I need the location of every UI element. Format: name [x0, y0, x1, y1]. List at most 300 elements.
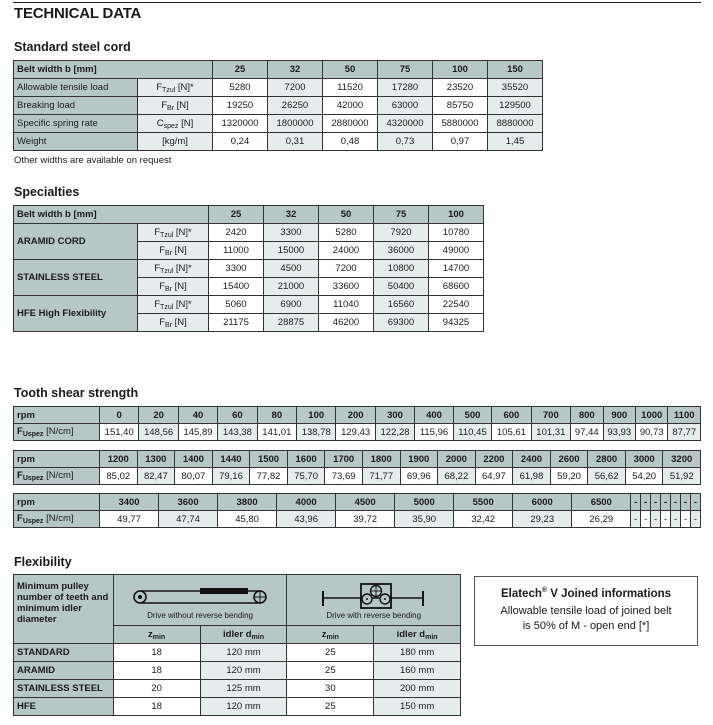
symbol-subscript: spez: [163, 122, 179, 130]
group-label: STAINLESS STEEL: [14, 260, 138, 296]
width-header: 50: [323, 61, 378, 79]
width-header: 25: [213, 61, 268, 79]
rpm-value: 80: [257, 407, 296, 424]
value-cell: 33600: [319, 278, 374, 296]
force-value: 141,01: [257, 424, 296, 441]
row-label: Specific spring rate: [14, 115, 138, 133]
force-value: 145,89: [178, 424, 217, 441]
force-value: -: [680, 511, 690, 528]
info-body: [475, 604, 697, 634]
z-min-header-2: [287, 626, 374, 644]
info-line-1: Allowable tensile load of joined belt: [500, 604, 672, 617]
force-value: 85,02: [100, 468, 138, 485]
rpm-value: 1700: [325, 451, 363, 468]
drive-with-reverse-cell: [287, 575, 461, 626]
value-cell: 15400: [209, 278, 264, 296]
value-cell: 7920: [374, 224, 429, 242]
value-cell: 69300: [374, 314, 429, 332]
value-cell: 85750: [433, 97, 488, 115]
belt-width-header: Belt width b [mm]: [14, 61, 213, 79]
value-cell: 2420: [209, 224, 264, 242]
symbol-subscript: Tzul: [160, 303, 174, 311]
value-cell: 63000: [378, 97, 433, 115]
force-value: 93,93: [603, 424, 635, 441]
force-value: 32,42: [454, 511, 513, 528]
z-min-header-1: [113, 626, 200, 644]
value-cell: 1,45: [488, 133, 543, 151]
force-value: 79,16: [212, 468, 250, 485]
d2-value: 180 mm: [374, 644, 461, 662]
row-label: Weight: [14, 133, 138, 151]
idler-d-header-1: [200, 626, 287, 644]
symbol: F: [154, 262, 161, 274]
force-value: 148,56: [139, 424, 178, 441]
symbol-subscript: Br: [165, 285, 173, 293]
rpm-value: 2600: [550, 451, 588, 468]
width-header: 25: [209, 206, 264, 224]
table-row: [14, 224, 484, 242]
drive2-caption: Drive with reverse bending: [326, 611, 422, 620]
value-cell: 11000: [209, 242, 264, 260]
force-value: 69,96: [400, 468, 438, 485]
force-label: [14, 468, 100, 485]
d-sub: min: [251, 633, 264, 641]
d-label: idler d: [223, 628, 252, 640]
group-label: HFE High Flexibility: [14, 296, 138, 332]
idler-d-header-2: [374, 626, 461, 644]
force-value: -: [661, 511, 671, 528]
value-cell: 49000: [429, 242, 484, 260]
value-cell: 0,73: [378, 133, 433, 151]
info-title-brand: Elatech: [500, 587, 542, 600]
value-cell: 2880000: [323, 115, 378, 133]
tooth-shear-table: [13, 450, 701, 485]
value-cell: 0,48: [323, 133, 378, 151]
rpm-label: rpm: [14, 451, 100, 468]
force-value: 122,28: [375, 424, 414, 441]
force-value: 61,98: [513, 468, 551, 485]
force-value: 73,69: [325, 468, 363, 485]
value-cell: 3300: [209, 260, 264, 278]
value-cell: 22540: [429, 296, 484, 314]
symbol: C: [156, 117, 164, 129]
rpm-value: -: [641, 494, 651, 511]
d1-value: 120 mm: [200, 644, 287, 662]
width-header: 50: [319, 206, 374, 224]
rpm-value: 6000: [513, 494, 572, 511]
table-row: [14, 260, 484, 278]
symbol-unit: [N]*: [173, 226, 192, 238]
rpm-value: 3200: [663, 451, 701, 468]
rpm-value: 2000: [438, 451, 476, 468]
tooth-shear-table: [13, 493, 701, 528]
force-value: 45,80: [218, 511, 277, 528]
rpm-value: 500: [453, 407, 491, 424]
force-value: 64,97: [475, 468, 513, 485]
rpm-value: -: [651, 494, 661, 511]
force-value: 35,90: [395, 511, 454, 528]
force-value: 43,96: [277, 511, 336, 528]
symbol-unit: [N]*: [175, 81, 194, 93]
d1-value: 125 mm: [200, 680, 287, 698]
force-value: 77,82: [250, 468, 288, 485]
value-cell: 35520: [488, 79, 543, 97]
material-label: STANDARD: [14, 644, 114, 662]
table-row: [14, 680, 461, 698]
rpm-value: 3600: [159, 494, 218, 511]
symbol-subscript: Br: [167, 104, 175, 112]
value-cell: 28875: [264, 314, 319, 332]
force-value: -: [671, 511, 681, 528]
force-unit: [N/cm]: [43, 470, 74, 481]
rpm-value: 1500: [250, 451, 288, 468]
flexibility-table: [13, 574, 461, 716]
rpm-value: 1100: [668, 407, 701, 424]
force-subscript: Uspez: [22, 518, 44, 525]
drive1-caption: Drive without reverse bending: [147, 610, 253, 620]
drive-without-reverse-bending-icon: [130, 585, 270, 609]
force-value: 105,61: [492, 424, 531, 441]
rpm-row: [14, 407, 701, 424]
symbol-cell: [138, 278, 209, 296]
force-value: 59,20: [550, 468, 588, 485]
force-value: 26,29: [572, 511, 631, 528]
rpm-value: -: [631, 494, 641, 511]
value-cell: 5280: [319, 224, 374, 242]
rpm-value: 600: [492, 407, 531, 424]
force-value: 47,74: [159, 511, 218, 528]
info-title-rest: V Joined informations: [547, 587, 672, 600]
rpm-row: [14, 451, 701, 468]
table-row: [14, 296, 484, 314]
force-value: 29,23: [513, 511, 572, 528]
value-cell: 6900: [264, 296, 319, 314]
force-value: 87,77: [668, 424, 701, 441]
rpm-value: 700: [531, 407, 570, 424]
z2-value: 30: [287, 680, 374, 698]
force-value: 49,77: [100, 511, 159, 528]
value-cell: 24000: [319, 242, 374, 260]
symbol-unit: [N]: [172, 244, 187, 256]
z1-value: 20: [113, 680, 200, 698]
force-value: -: [651, 511, 661, 528]
width-header: 32: [264, 206, 319, 224]
force-label: [14, 511, 100, 528]
rpm-value: 2800: [588, 451, 626, 468]
width-header: 75: [374, 206, 429, 224]
rpm-value: 1900: [400, 451, 438, 468]
joined-info-box: [474, 576, 698, 646]
symbol-cell: [138, 115, 213, 133]
rpm-value: 200: [336, 407, 375, 424]
table-row: [14, 644, 461, 662]
z2-value: 25: [287, 644, 374, 662]
value-cell: 26250: [268, 97, 323, 115]
force-value: -: [641, 511, 651, 528]
symbol-unit: [N]: [172, 280, 187, 292]
rpm-value: 1800: [362, 451, 400, 468]
rpm-value: 400: [415, 407, 453, 424]
info-title: [475, 587, 697, 600]
drive-without-reverse-cell: [113, 575, 287, 626]
value-cell: 16560: [374, 296, 429, 314]
force-value: 82,47: [137, 468, 175, 485]
standard-note: Other widths are available on request: [14, 155, 172, 166]
value-cell: 5880000: [433, 115, 488, 133]
force-value: 110,45: [453, 424, 491, 441]
material-label: ARAMID: [14, 662, 114, 680]
row-label: Breaking load: [14, 97, 138, 115]
table-row: [14, 662, 461, 680]
force-value: 115,96: [415, 424, 453, 441]
rpm-value: -: [690, 494, 700, 511]
value-cell: 8880000: [488, 115, 543, 133]
rpm-value: 800: [571, 407, 603, 424]
z1-value: 18: [113, 644, 200, 662]
z1-value: 18: [113, 698, 200, 716]
z-label: z: [321, 628, 327, 640]
force-subscript: Uspez: [22, 475, 44, 482]
symbol: F: [156, 81, 163, 93]
force-value: 101,31: [531, 424, 570, 441]
z-label: z: [148, 628, 153, 640]
rpm-row: [14, 494, 701, 511]
symbol-unit: [N]: [174, 99, 189, 111]
force-value: 138,78: [297, 424, 336, 441]
standard-title: Standard steel cord: [14, 40, 131, 54]
symbol-unit: [N]*: [173, 262, 192, 274]
rpm-value: -: [671, 494, 681, 511]
value-cell: 10780: [429, 224, 484, 242]
symbol-cell: [138, 133, 213, 151]
force-value: 56,62: [588, 468, 626, 485]
value-cell: 3300: [264, 224, 319, 242]
rpm-value: 4000: [277, 494, 336, 511]
symbol-unit: [N]: [172, 316, 187, 328]
force-row: [14, 468, 701, 485]
force-row: [14, 424, 701, 441]
top-rule: [13, 2, 701, 3]
rpm-value: 1000: [636, 407, 668, 424]
symbol-subscript: Br: [165, 249, 173, 257]
value-cell: 4500: [264, 260, 319, 278]
rpm-value: 3000: [625, 451, 663, 468]
width-header: 150: [488, 61, 543, 79]
d2-value: 160 mm: [374, 662, 461, 680]
rpm-value: 1440: [212, 451, 250, 468]
rpm-value: 100: [297, 407, 336, 424]
d1-value: 120 mm: [200, 698, 287, 716]
symbol: F: [154, 298, 161, 310]
info-line-2: is 50% of M - open end [*]: [522, 619, 650, 632]
rpm-label: rpm: [14, 407, 100, 424]
rpm-value: 5000: [395, 494, 454, 511]
force-value: 90,73: [636, 424, 668, 441]
rpm-value: 1600: [287, 451, 325, 468]
value-cell: 46200: [319, 314, 374, 332]
force-label: [14, 424, 100, 441]
force-value: 75,70: [287, 468, 325, 485]
force-value: 151,40: [100, 424, 139, 441]
force-unit: [N/cm]: [43, 426, 74, 437]
z-sub: min: [326, 633, 339, 641]
table-row: [14, 133, 543, 151]
row-label: Allowable tensile load: [14, 79, 138, 97]
tooth-shear-table: [13, 406, 701, 441]
flexibility-title: Flexibility: [14, 555, 72, 569]
value-cell: 1800000: [268, 115, 323, 133]
symbol-subscript: Tzul: [160, 267, 174, 275]
specialties-title: Specialties: [14, 185, 80, 199]
force-value: -: [690, 511, 700, 528]
value-cell: 10800: [374, 260, 429, 278]
flex-corner-label: Minimum pulley number of teeth and minimum idler diameter: [14, 575, 114, 644]
d1-value: 120 mm: [200, 662, 287, 680]
symbol-cell: [138, 242, 209, 260]
force-subscript: Uspez: [22, 431, 44, 438]
symbol-subscript: Tzul: [162, 86, 176, 94]
value-cell: 11520: [323, 79, 378, 97]
symbol: F: [154, 226, 161, 238]
page-title: TECHNICAL DATA: [14, 5, 142, 22]
z2-value: 25: [287, 662, 374, 680]
rpm-value: 0: [100, 407, 139, 424]
rpm-value: 300: [375, 407, 414, 424]
symbol-subscript: Br: [165, 321, 173, 329]
value-cell: 0,97: [433, 133, 488, 151]
rpm-value: 1300: [137, 451, 175, 468]
force-symbol: F: [17, 426, 23, 437]
symbol-unit: [N]: [178, 117, 194, 129]
table-row: [14, 115, 543, 133]
symbol: F: [159, 316, 166, 328]
z2-value: 25: [287, 698, 374, 716]
value-cell: 5060: [209, 296, 264, 314]
z-sub: min: [152, 633, 166, 641]
value-cell: 23520: [433, 79, 488, 97]
rpm-value: 5500: [454, 494, 513, 511]
value-cell: 4320000: [378, 115, 433, 133]
value-cell: 7200: [268, 79, 323, 97]
value-cell: 1320000: [213, 115, 268, 133]
group-label: ARAMID CORD: [14, 224, 138, 260]
symbol-cell: [138, 296, 209, 314]
width-header: 32: [268, 61, 323, 79]
symbol-cell: [138, 79, 213, 97]
value-cell: 42000: [323, 97, 378, 115]
value-cell: 14700: [429, 260, 484, 278]
rpm-value: 60: [218, 407, 257, 424]
symbol-cell: [138, 260, 209, 278]
z1-value: 18: [113, 662, 200, 680]
force-value: 51,92: [663, 468, 701, 485]
force-value: 39,72: [336, 511, 395, 528]
rpm-value: 3400: [100, 494, 159, 511]
rpm-value: 20: [139, 407, 178, 424]
force-value: 143,38: [218, 424, 257, 441]
d-sub: min: [425, 633, 438, 641]
value-cell: 36000: [374, 242, 429, 260]
rpm-value: 4500: [336, 494, 395, 511]
value-cell: 94325: [429, 314, 484, 332]
header-row: [14, 61, 543, 79]
force-unit: [N/cm]: [43, 513, 74, 524]
drive-with-reverse-bending-icon: [319, 582, 429, 610]
force-value: 129,43: [336, 424, 375, 441]
force-value: -: [631, 511, 641, 528]
rpm-value: -: [680, 494, 690, 511]
width-header: 75: [378, 61, 433, 79]
value-cell: 5280: [213, 79, 268, 97]
value-cell: 11040: [319, 296, 374, 314]
table-row: [14, 79, 543, 97]
symbol-unit: [kg/m]: [162, 135, 188, 147]
registered-mark: ®: [541, 587, 548, 594]
symbol-unit: [N]*: [173, 298, 192, 310]
force-symbol: F: [17, 513, 23, 524]
force-value: 80,07: [175, 468, 213, 485]
rpm-value: 2400: [513, 451, 551, 468]
force-row: [14, 511, 701, 528]
force-symbol: F: [17, 470, 23, 481]
value-cell: 19250: [213, 97, 268, 115]
d-label: idler d: [396, 628, 426, 640]
table-row: [14, 698, 461, 716]
rpm-value: 3800: [218, 494, 277, 511]
rpm-value: 6500: [572, 494, 631, 511]
value-cell: 21000: [264, 278, 319, 296]
d2-value: 200 mm: [374, 680, 461, 698]
standard-table: [13, 60, 543, 151]
value-cell: 129500: [488, 97, 543, 115]
symbol-cell: [138, 224, 209, 242]
header-row: [14, 206, 484, 224]
tooth-title: Tooth shear strength: [14, 386, 139, 400]
rpm-value: 40: [178, 407, 217, 424]
value-cell: 50400: [374, 278, 429, 296]
value-cell: 21175: [209, 314, 264, 332]
width-header: 100: [429, 206, 484, 224]
symbol-cell: [138, 314, 209, 332]
rpm-value: 1400: [175, 451, 213, 468]
specialties-table: [13, 205, 484, 332]
symbol-subscript: Tzul: [160, 231, 174, 239]
rpm-value: 2200: [475, 451, 513, 468]
value-cell: 7200: [319, 260, 374, 278]
material-label: HFE: [14, 698, 114, 716]
d2-value: 150 mm: [374, 698, 461, 716]
rpm-value: 1200: [100, 451, 138, 468]
force-value: 68,22: [438, 468, 476, 485]
rpm-label: rpm: [14, 494, 100, 511]
width-header: 100: [433, 61, 488, 79]
rpm-value: -: [661, 494, 671, 511]
value-cell: 0,31: [268, 133, 323, 151]
belt-width-header: Belt width b [mm]: [14, 206, 209, 224]
symbol: F: [159, 244, 166, 256]
symbol: F: [161, 99, 168, 111]
force-value: 54,20: [625, 468, 663, 485]
value-cell: 68600: [429, 278, 484, 296]
value-cell: 0,24: [213, 133, 268, 151]
force-value: 71,77: [362, 468, 400, 485]
value-cell: 17280: [378, 79, 433, 97]
rpm-value: 900: [603, 407, 635, 424]
symbol-cell: [138, 97, 213, 115]
value-cell: 15000: [264, 242, 319, 260]
material-label: STAINLESS STEEL: [14, 680, 114, 698]
table-row: [14, 97, 543, 115]
